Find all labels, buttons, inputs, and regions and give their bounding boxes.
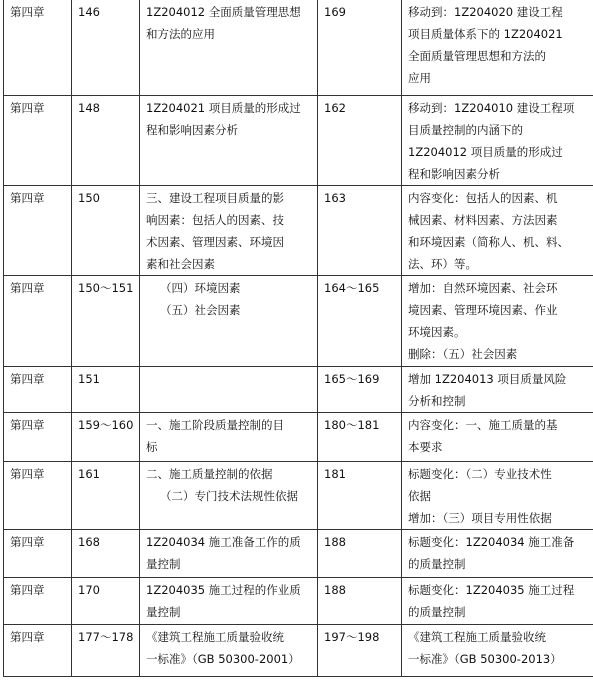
cell-text: 应用 bbox=[408, 71, 431, 85]
table-row bbox=[4, 462, 593, 530]
table-row bbox=[4, 186, 593, 276]
changes-table-body bbox=[4, 0, 593, 677]
old-page-cell bbox=[72, 413, 140, 462]
new-page-cell bbox=[318, 625, 402, 677]
old-page-cell bbox=[72, 96, 140, 186]
chapter-cell bbox=[4, 578, 72, 625]
cell-text: 第四章 bbox=[10, 191, 45, 205]
old-page-cell bbox=[72, 0, 140, 96]
cell-text: 删除：（五）社会因素 bbox=[408, 347, 518, 361]
chapter-cell bbox=[4, 367, 72, 413]
cell-text: 和方法的应用 bbox=[146, 27, 215, 41]
cell-text: 第四章 bbox=[10, 372, 45, 386]
cell-text: 目质量控制的内涵下的 bbox=[408, 123, 523, 137]
chapter-cell bbox=[4, 0, 72, 96]
new-page-cell bbox=[318, 462, 402, 530]
table-row bbox=[4, 578, 593, 625]
cell-text: （五）社会因素 bbox=[160, 303, 241, 317]
cell-text: 第四章 bbox=[10, 101, 45, 115]
cell-text: 150～151 bbox=[78, 281, 134, 295]
cell-text: 移动到：1Z204020 建设工程 bbox=[408, 5, 563, 19]
change-cell bbox=[402, 186, 593, 276]
chapter-cell bbox=[4, 413, 72, 462]
old-page-cell bbox=[72, 462, 140, 530]
cell-text: 181 bbox=[324, 467, 346, 481]
cell-text: 第四章 bbox=[10, 630, 45, 644]
old-content-cell bbox=[140, 462, 318, 530]
cell-text: 148 bbox=[78, 101, 100, 115]
old-page-cell bbox=[72, 186, 140, 276]
change-cell bbox=[402, 0, 593, 96]
cell-text: 165～169 bbox=[324, 372, 380, 386]
cell-text: 增加 1Z204013 项目质量风险 bbox=[408, 372, 567, 386]
cell-text: 环境因素。 bbox=[408, 325, 466, 339]
change-cell bbox=[402, 530, 593, 578]
cell-text: 内容变化：一、施工质量的基 bbox=[408, 418, 558, 432]
cell-text: 180～181 bbox=[324, 418, 380, 432]
cell-text: 一标准》（GB 50300-2013） bbox=[408, 652, 562, 666]
old-content-cell bbox=[140, 530, 318, 578]
old-page-cell bbox=[72, 578, 140, 625]
table-row bbox=[4, 276, 593, 367]
table-row bbox=[4, 413, 593, 462]
cell-text: 依据 bbox=[408, 489, 431, 503]
cell-text: 161 bbox=[78, 467, 100, 481]
cell-text: 188 bbox=[324, 583, 346, 597]
old-content-cell bbox=[140, 367, 318, 413]
cell-text: 移动到：1Z204010 建设工程项 bbox=[408, 101, 575, 115]
new-page-cell bbox=[318, 276, 402, 367]
changes-table bbox=[3, 0, 593, 677]
change-cell bbox=[402, 625, 593, 677]
cell-text: （四）环境因素 bbox=[160, 281, 241, 295]
change-cell bbox=[402, 578, 593, 625]
new-page-cell bbox=[318, 367, 402, 413]
cell-text: 程和影响因素分析 bbox=[408, 167, 500, 181]
cell-text: 197～198 bbox=[324, 630, 380, 644]
old-content-cell bbox=[140, 578, 318, 625]
cell-text: （二）专门技术法规性依据 bbox=[160, 489, 298, 503]
cell-text: 的质量控制 bbox=[408, 557, 466, 571]
cell-text: 第四章 bbox=[10, 5, 45, 19]
cell-text: 163 bbox=[324, 191, 346, 205]
chapter-cell bbox=[4, 276, 72, 367]
cell-text: 增加：（三）项目专用性依据 bbox=[408, 511, 552, 525]
cell-text: 第四章 bbox=[10, 467, 45, 481]
cell-text: 标 bbox=[146, 440, 158, 454]
change-cell bbox=[402, 413, 593, 462]
cell-text: 标题变化：（二）专业技术性 bbox=[408, 467, 552, 481]
chapter-cell bbox=[4, 186, 72, 276]
cell-text: 170 bbox=[78, 583, 100, 597]
cell-text: 程和影响因素分析 bbox=[146, 123, 238, 137]
cell-text: 项目质量体系下的 1Z204021 bbox=[408, 27, 563, 41]
cell-text: 标题变化：1Z204034 施工准备 bbox=[408, 535, 575, 549]
cell-text: 1Z204035 施工过程的作业质 bbox=[146, 583, 301, 597]
table-row bbox=[4, 96, 593, 186]
cell-text: 量控制 bbox=[146, 605, 181, 619]
cell-text: 164～165 bbox=[324, 281, 380, 295]
cell-text: 162 bbox=[324, 101, 346, 115]
cell-text: 素和社会因素 bbox=[146, 257, 215, 271]
cell-text: 《建筑工程施工质量验收统 bbox=[408, 630, 546, 644]
cell-text: 二、施工质量控制的依据 bbox=[146, 467, 273, 481]
cell-text: 法、环）等。 bbox=[408, 257, 477, 271]
new-page-cell bbox=[318, 578, 402, 625]
chapter-cell bbox=[4, 530, 72, 578]
cell-text: 一标准》（GB 50300-2001） bbox=[146, 652, 300, 666]
old-content-cell bbox=[140, 413, 318, 462]
cell-text: 第四章 bbox=[10, 583, 45, 597]
chapter-cell bbox=[4, 96, 72, 186]
cell-text: 和环境因素（简称人、机、料、 bbox=[408, 235, 569, 249]
cell-text: 量控制 bbox=[146, 557, 181, 571]
cell-text: 177～178 bbox=[78, 630, 134, 644]
old-content-cell bbox=[140, 0, 318, 96]
cell-text: 境因素、管理环境因素、作业 bbox=[408, 303, 558, 317]
cell-text: 全面质量管理思想和方法的 bbox=[408, 49, 546, 63]
change-cell bbox=[402, 96, 593, 186]
cell-text: 1Z204021 项目质量的形成过 bbox=[146, 101, 301, 115]
cell-text: 1Z204034 施工准备工作的质 bbox=[146, 535, 301, 549]
cell-text: 增加：自然环境因素、社会环 bbox=[408, 281, 558, 295]
cell-text: 146 bbox=[78, 5, 100, 19]
old-content-cell bbox=[140, 625, 318, 677]
cell-text: 159～160 bbox=[78, 418, 134, 432]
cell-text: 械因素、材料因素、方法因素 bbox=[408, 213, 558, 227]
cell-text: 分析和控制 bbox=[408, 394, 466, 408]
cell-text: 响因素：包括人的因素、技 bbox=[146, 213, 284, 227]
cell-text: 150 bbox=[78, 191, 100, 205]
old-content-cell bbox=[140, 186, 318, 276]
new-page-cell bbox=[318, 413, 402, 462]
old-page-cell bbox=[72, 625, 140, 677]
table-row bbox=[4, 530, 593, 578]
table-row bbox=[4, 367, 593, 413]
cell-text: 本要求 bbox=[408, 440, 443, 454]
cell-text: 《建筑工程施工质量验收统 bbox=[146, 630, 284, 644]
old-content-cell bbox=[140, 276, 318, 367]
cell-text: 第四章 bbox=[10, 418, 45, 432]
cell-text: 1Z204012 项目质量的形成过 bbox=[408, 145, 563, 159]
change-cell bbox=[402, 276, 593, 367]
cell-text: 术因素、管理因素、环境因 bbox=[146, 235, 284, 249]
chapter-cell bbox=[4, 625, 72, 677]
old-content-cell bbox=[140, 96, 318, 186]
old-page-cell bbox=[72, 530, 140, 578]
old-page-cell bbox=[72, 367, 140, 413]
table-row bbox=[4, 0, 593, 96]
cell-text: 169 bbox=[324, 5, 346, 19]
old-page-cell bbox=[72, 276, 140, 367]
table-row bbox=[4, 625, 593, 677]
cell-text: 的质量控制 bbox=[408, 605, 466, 619]
chapter-cell bbox=[4, 462, 72, 530]
cell-text: 内容变化：包括人的因素、机 bbox=[408, 191, 558, 205]
new-page-cell bbox=[318, 186, 402, 276]
new-page-cell bbox=[318, 96, 402, 186]
cell-text: 一、施工阶段质量控制的目 bbox=[146, 418, 284, 432]
new-page-cell bbox=[318, 530, 402, 578]
cell-text: 标题变化：1Z204035 施工过程 bbox=[408, 583, 575, 597]
change-cell bbox=[402, 367, 593, 413]
cell-text: 168 bbox=[78, 535, 100, 549]
change-cell bbox=[402, 462, 593, 530]
cell-text: 151 bbox=[78, 372, 100, 386]
cell-text: 1Z204012 全面质量管理思想 bbox=[146, 5, 301, 19]
new-page-cell bbox=[318, 0, 402, 96]
cell-text: 188 bbox=[324, 535, 346, 549]
cell-text: 第四章 bbox=[10, 281, 45, 295]
cell-text: 第四章 bbox=[10, 535, 45, 549]
cell-text: 三、建设工程项目质量的影 bbox=[146, 191, 284, 205]
